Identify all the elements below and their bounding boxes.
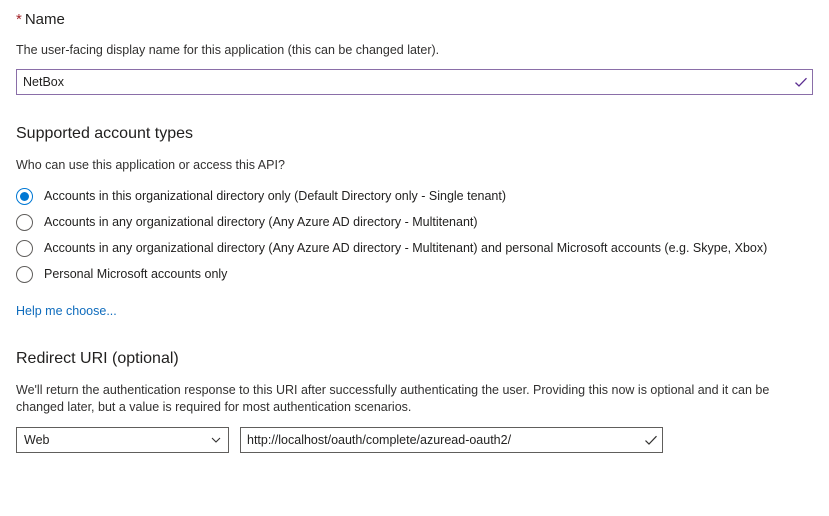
page-title: Name (24, 11, 65, 28)
redirect-uri-heading: Redirect URI (optional) (16, 350, 179, 367)
radio-option-single-tenant[interactable] (16, 183, 813, 209)
name-textbox[interactable] (16, 69, 813, 95)
account-types-help-text: Who can use this application or access this API? (16, 158, 285, 172)
radio-button-icon[interactable] (16, 240, 33, 257)
name-label-row (16, 0, 813, 30)
checkmark-icon (790, 70, 812, 94)
name-input[interactable] (17, 71, 790, 93)
radio-label: Accounts in this organizational directory only (Default Directory only - Single tenant) (44, 188, 507, 203)
checkmark-icon (640, 428, 662, 452)
redirect-uri-textbox[interactable] (240, 427, 663, 453)
radio-option-multitenant-and-personal[interactable] (16, 235, 813, 261)
help-me-choose-link[interactable]: Help me choose... (16, 304, 117, 318)
supported-account-types-section (0, 123, 829, 320)
radio-button-icon[interactable] (16, 188, 33, 205)
redirect-uri-input[interactable] (241, 429, 640, 451)
radio-option-multitenant[interactable] (16, 209, 813, 235)
radio-label: Accounts in any organizational directory (Any Azure AD directory - Multitenant) (44, 214, 478, 229)
spacer-1 (0, 95, 829, 123)
platform-select-value: Web (24, 433, 50, 447)
radio-label: Accounts in any organizational directory (Any Azure AD directory - Multitenant) and personal Microsoft accounts (e.g. Skype, Xbox) (44, 240, 768, 255)
radio-label: Personal Microsoft accounts only (44, 266, 228, 281)
name-section (0, 0, 829, 95)
redirect-uri-section (0, 348, 829, 453)
spacer-2 (0, 320, 829, 348)
platform-select[interactable] (16, 427, 229, 453)
redirect-uri-help-text: We'll return the authentication response to this URI after successfully authenticating the user. Providing this now is optional and it can be changed later, but a value is required for most authentication scenarios. (16, 383, 770, 414)
redirect-uri-row (16, 427, 813, 453)
radio-button-icon[interactable] (16, 266, 33, 283)
chevron-down-icon (211, 435, 221, 445)
account-types-radio-group[interactable] (16, 183, 813, 287)
account-types-heading: Supported account types (16, 125, 194, 142)
required-asterisk: * (16, 11, 22, 28)
radio-button-icon[interactable] (16, 214, 33, 231)
radio-option-personal-only[interactable] (16, 261, 813, 287)
name-help-text: The user-facing display name for this application (this can be changed later). (16, 43, 440, 57)
